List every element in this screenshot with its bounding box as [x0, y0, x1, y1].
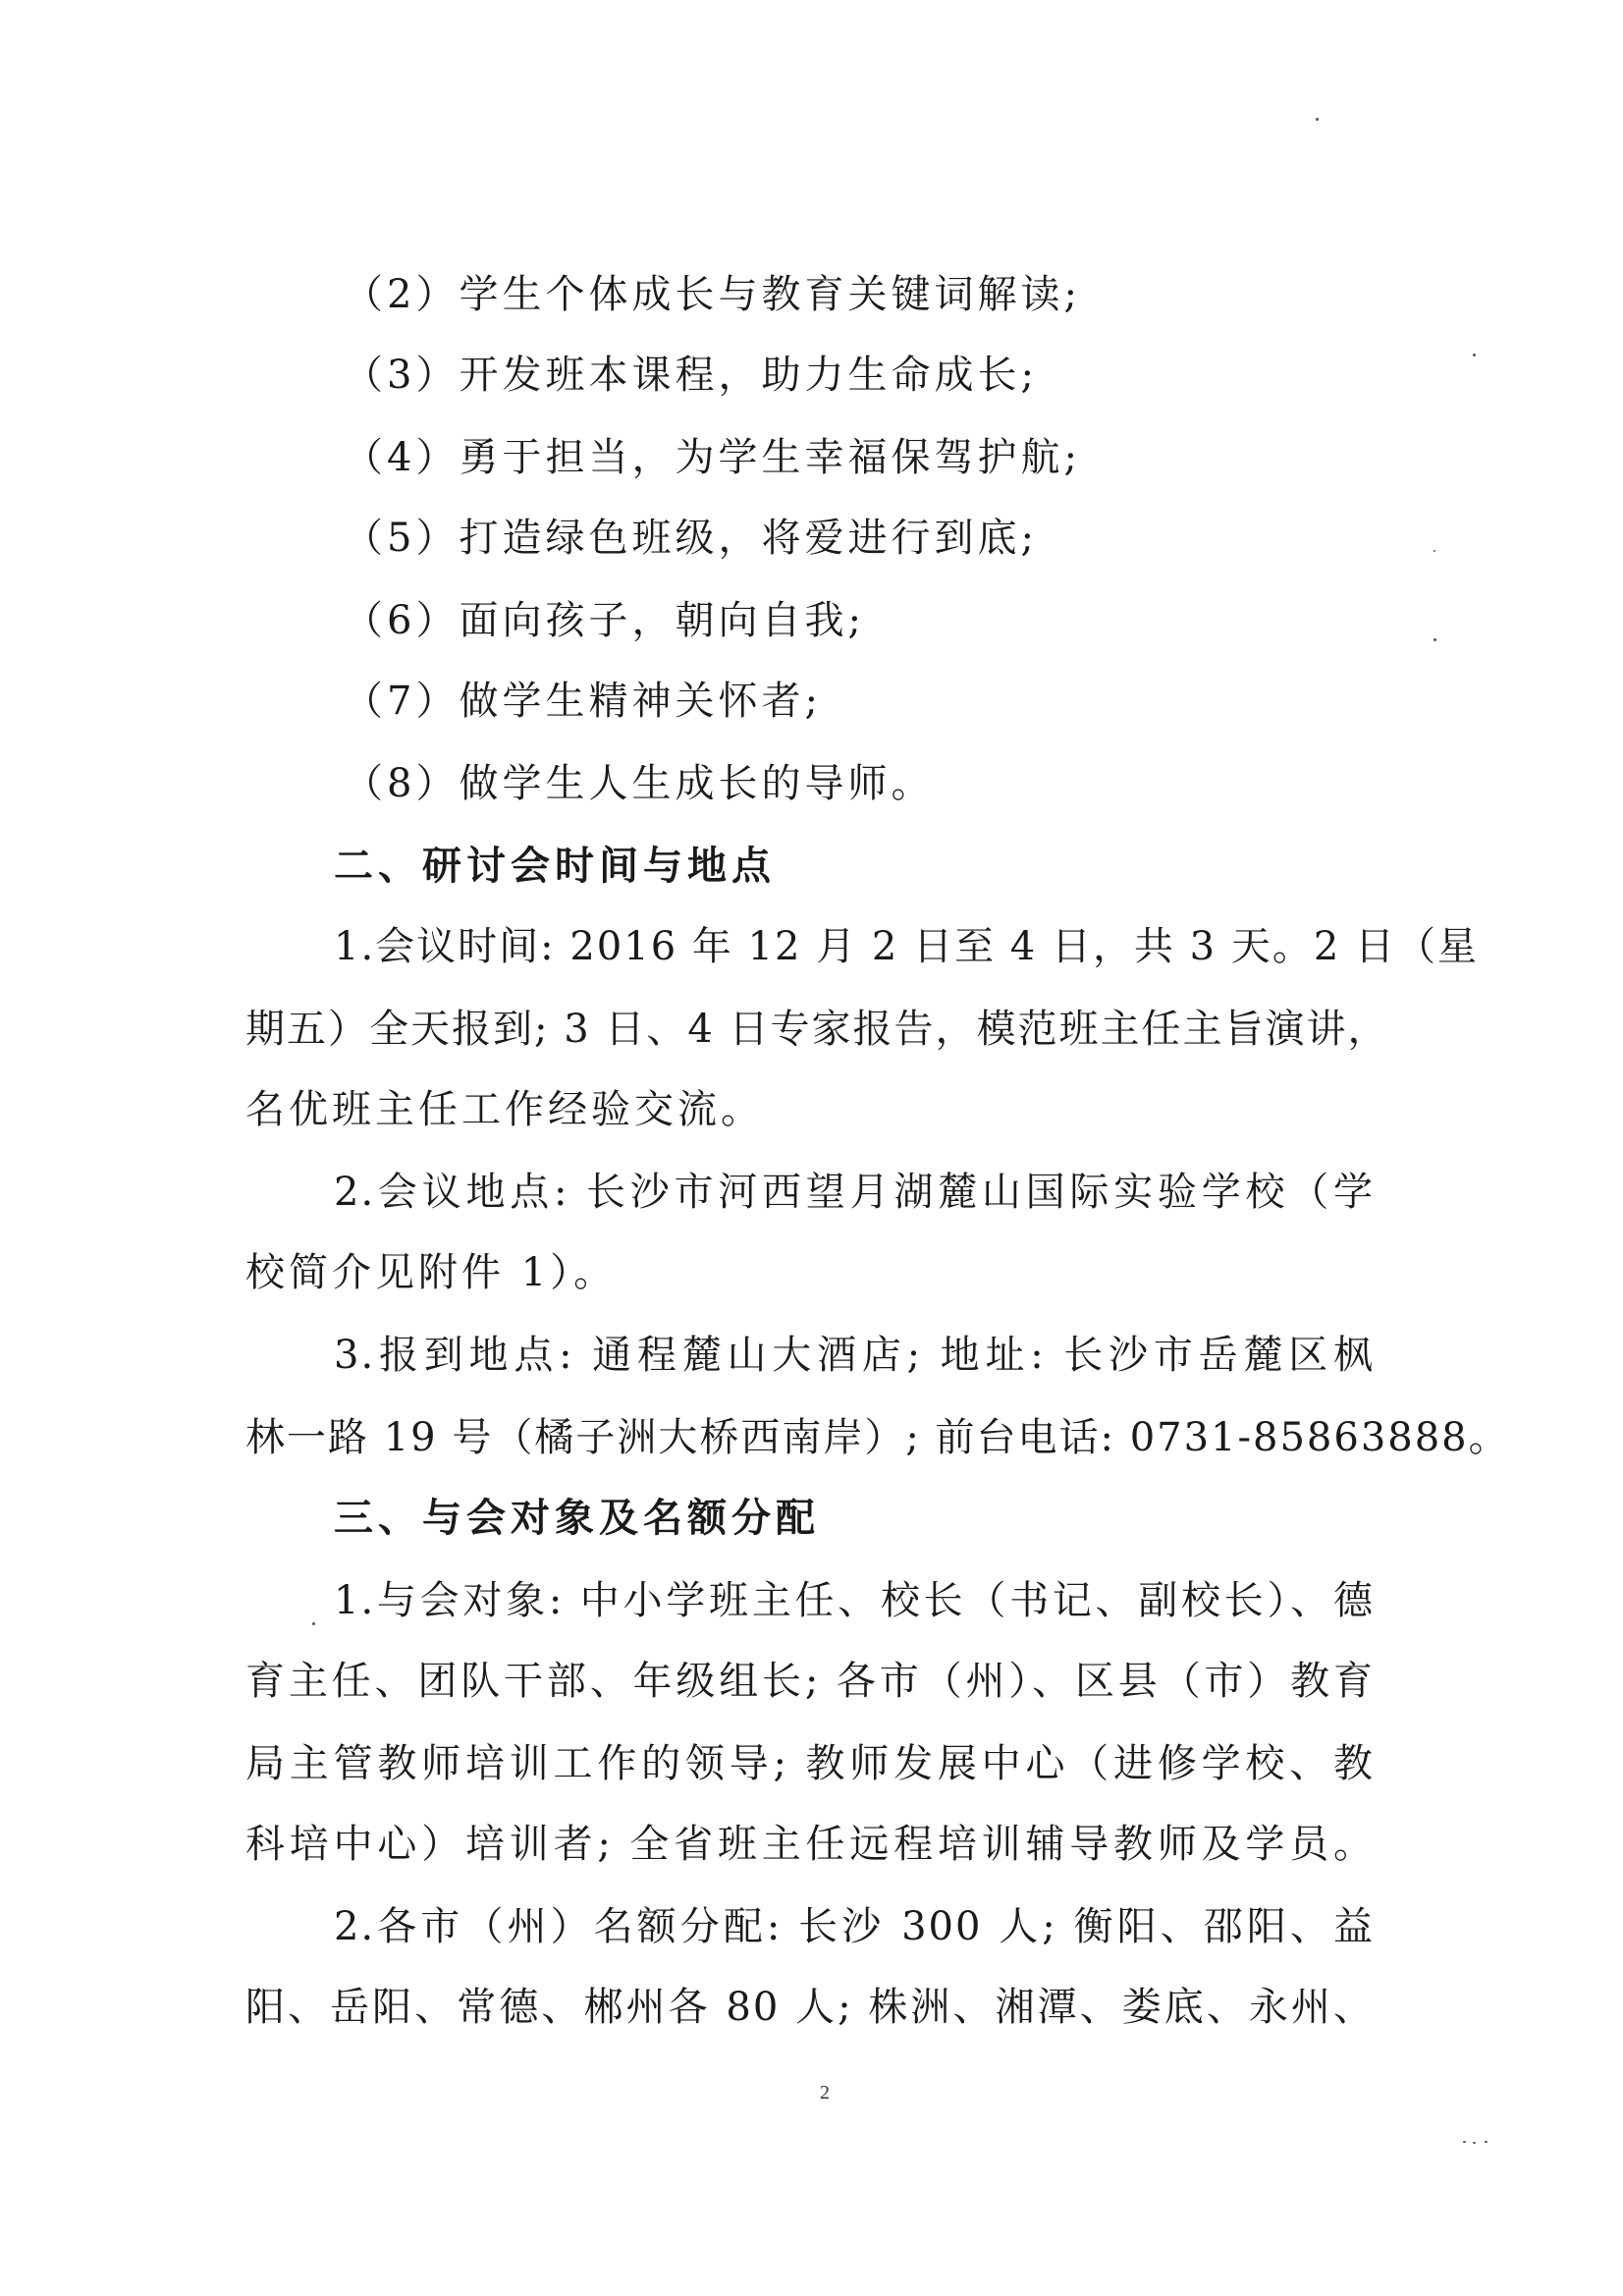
paragraph-quota-line: 2.各市（州）名额分配: 长沙 300 人; 衡阳、邵阳、益 [334, 1904, 1375, 1949]
list-item: （7）做学生精神关怀者; [344, 679, 822, 724]
scan-speck [1434, 638, 1436, 641]
paragraph-participants-line: 局主管教师培训工作的领导; 教师发展中心（进修学校、教 [245, 1741, 1375, 1786]
paragraph-participants-line: 育主任、团队干部、年级组长; 各市（州）、区县（市）教育 [245, 1659, 1375, 1704]
list-item: （5）打造绿色班级，将爱进行到底; [344, 516, 1038, 561]
paragraph-meeting-time-line: 名优班主任工作经验交流。 [245, 1087, 764, 1132]
scan-speck [1473, 354, 1476, 356]
paragraph-quota-line: 阳、岳阳、常德、郴州各 80 人; 株洲、湘潭、娄底、永州、 [245, 1985, 1375, 2030]
paragraph-meeting-time-line: 期五）全天报到; 3 日、4 日专家报告，模范班主任主旨演讲， [245, 1007, 1389, 1052]
paragraph-meeting-location-line: 2.会议地点: 长沙市河西望月湖麓山国际实验学校（学 [334, 1170, 1375, 1215]
page-number: 2 [820, 2082, 830, 2104]
paragraph-meeting-location-line: 校简介见附件 1）。 [245, 1250, 618, 1295]
paragraph-meeting-time-line: 1.会议时间: 2016 年 12 月 2 日至 4 日，共 3 天。2 日（星 [334, 924, 1479, 969]
scan-speck [1463, 2141, 1466, 2143]
list-item: （8）做学生人生成长的导师。 [344, 761, 935, 806]
list-item: （6）面向孩子，朝向自我; [344, 598, 865, 643]
list-item: （2）学生个体成长与教育关键词解读; [344, 272, 1081, 317]
paragraph-registration-line: 林一路 19 号（橘子洲大桥西南岸）; 前台电话: 0731-85863888。 [245, 1415, 1510, 1460]
paragraph-participants-line: 1.与会对象: 中小学班主任、校长（书记、副校长）、德 [334, 1578, 1375, 1623]
scan-speck [1485, 2141, 1488, 2143]
scan-speck [1316, 118, 1319, 121]
section-heading-time-location: 二、研讨会时间与地点 [334, 843, 776, 889]
list-item: （4）勇于担当，为学生幸福保驾护航; [344, 435, 1081, 480]
scan-speck [1473, 2142, 1476, 2144]
scan-speck [312, 1622, 315, 1625]
section-heading-participants: 三、与会对象及名额分配 [334, 1495, 820, 1541]
list-item: （3）开发班本课程，助力生命成长; [344, 353, 1038, 398]
paragraph-registration-line: 3.报到地点: 通程麓山大酒店; 地址: 长沙市岳麓区枫 [334, 1333, 1375, 1378]
paragraph-participants-line: 科培中心）培训者; 全省班主任远程培训辅导教师及学员。 [245, 1822, 1375, 1867]
scan-speck [1434, 550, 1435, 552]
